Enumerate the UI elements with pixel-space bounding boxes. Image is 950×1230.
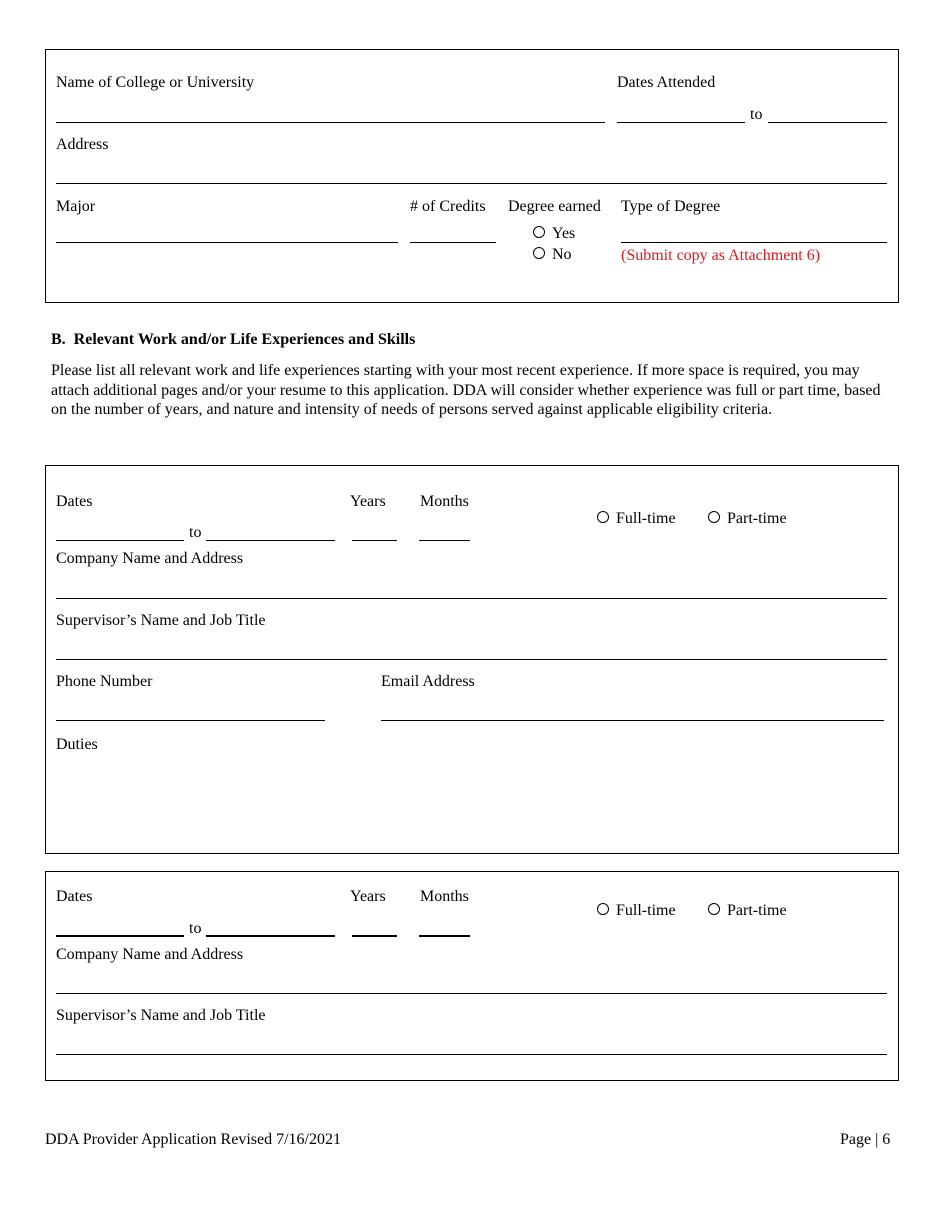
credits-label: # of Credits [410,198,486,215]
section-b-heading: B. Relevant Work and/or Life Experiences and Skills [51,331,416,348]
degree-yes-label: Yes [552,225,576,242]
dates-attended-label: Dates Attended [617,74,716,91]
years-label: Years [350,493,386,510]
date-to-label: to [189,524,202,541]
supervisor-label: Supervisor’s Name and Job Title [56,1007,266,1024]
degree-earned-label: Degree earned [508,198,601,215]
date-to-label: to [189,920,202,937]
months-label: Months [420,493,469,510]
months-field[interactable] [419,540,470,541]
months-field[interactable] [419,935,470,937]
full-time-radio[interactable] [597,511,609,523]
page-number: Page | 6 [840,1131,891,1148]
part-time-radio[interactable] [708,903,720,915]
type-of-degree-label: Type of Degree [621,198,721,215]
phone-label: Phone Number [56,673,153,690]
months-label: Months [420,888,469,905]
company-label: Company Name and Address [56,946,244,963]
years-field[interactable] [352,935,397,937]
dates-label: Dates [56,888,93,905]
credits-field[interactable] [410,242,496,243]
company-field[interactable] [56,993,887,994]
attended-to-label: to [750,106,763,123]
years-label: Years [350,888,386,905]
phone-field[interactable] [56,720,325,721]
college-label: Name of College or University [56,74,255,91]
section-b-instructions: Please list all relevant work and life experiences starting with your most recent experience. If more space is required, you may attach additional pages and/or your resume to this application. DDA will consider whether experience was full or part time, based on the number of years, and nature and intensity of needs of persons served against applicable eligibility criteria. [51,362,881,418]
part-time-radio[interactable] [708,511,720,523]
supervisor-field[interactable] [56,659,887,660]
attachment-note: (Submit copy as Attachment 6) [621,247,821,264]
address-label: Address [56,136,109,153]
attended-to-field[interactable] [768,122,887,123]
date-from-field[interactable] [56,935,184,937]
attended-from-field[interactable] [617,122,745,123]
full-time-radio[interactable] [597,903,609,915]
college-name-field[interactable] [56,122,605,123]
email-field[interactable] [381,720,884,721]
company-field[interactable] [56,598,887,599]
date-to-field[interactable] [206,540,335,541]
degree-no-radio[interactable] [533,247,545,259]
years-field[interactable] [352,540,397,541]
part-time-label: Part-time [727,510,787,527]
dates-label: Dates [56,493,93,510]
major-label: Major [56,198,96,215]
company-label: Company Name and Address [56,550,244,567]
degree-type-field[interactable] [621,242,887,243]
major-field[interactable] [56,242,398,243]
degree-yes-radio[interactable] [533,226,545,238]
full-time-label: Full-time [616,902,676,919]
email-label: Email Address [381,673,475,690]
footer-revision: DDA Provider Application Revised 7/16/2021 [45,1131,341,1148]
part-time-label: Part-time [727,902,787,919]
date-to-field[interactable] [206,935,335,937]
date-from-field[interactable] [56,540,184,541]
supervisor-field[interactable] [56,1054,887,1055]
address-field[interactable] [56,183,887,184]
duties-label: Duties [56,736,98,753]
full-time-label: Full-time [616,510,676,527]
supervisor-label: Supervisor’s Name and Job Title [56,612,266,629]
degree-no-label: No [552,246,572,263]
